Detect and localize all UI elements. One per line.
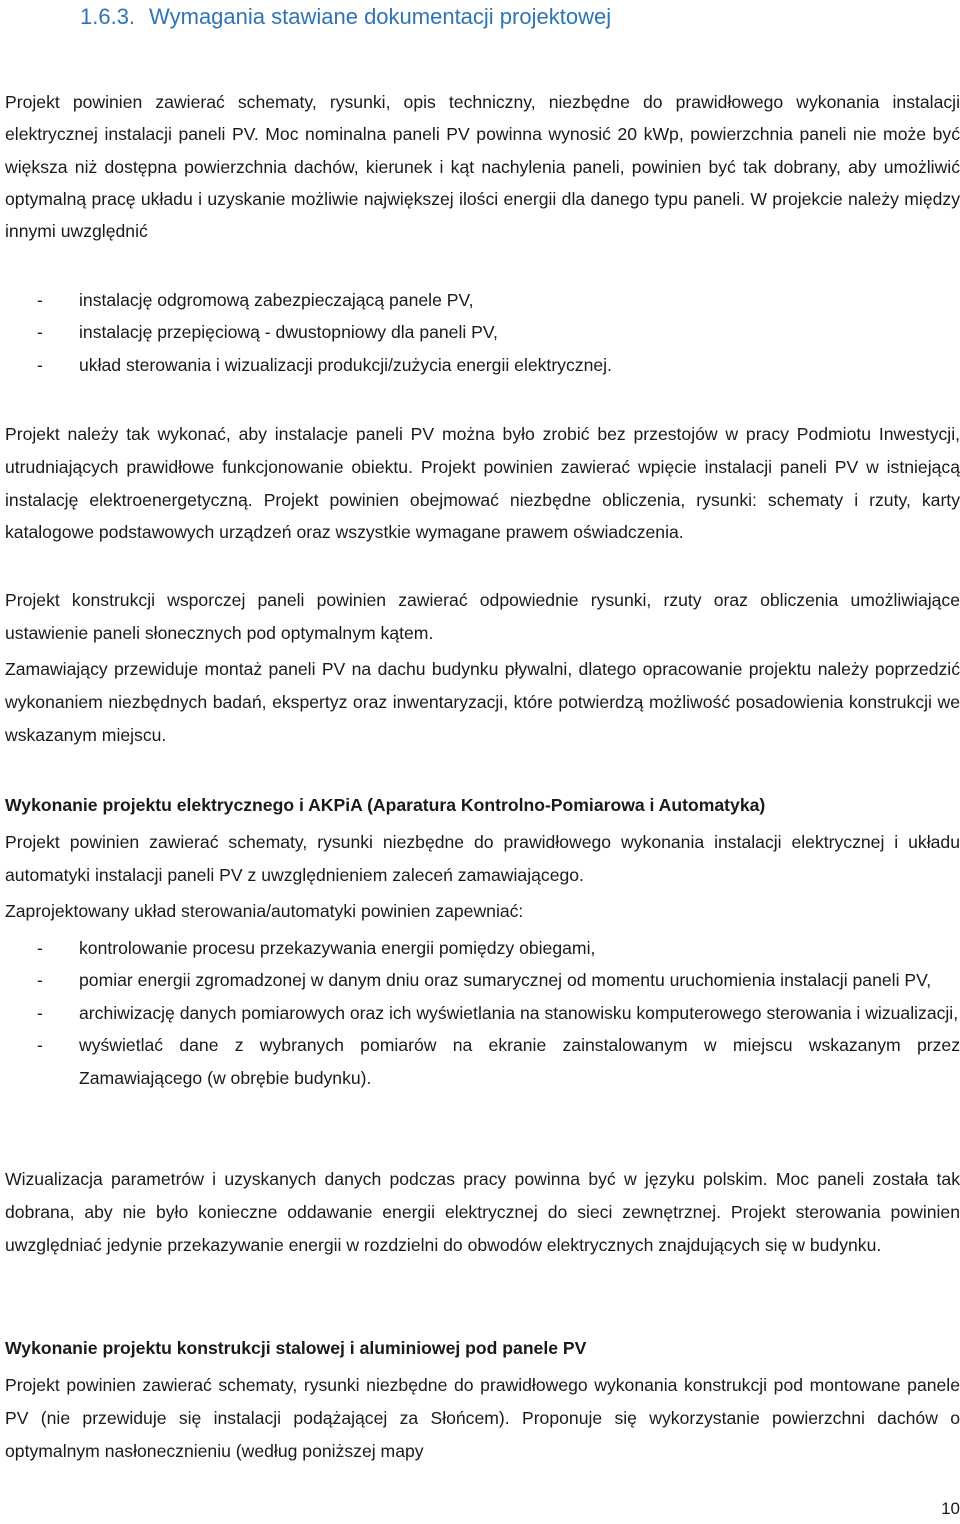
list-item: - układ sterowania i wizualizacji produkcji/zużycia energii elektrycznej. (5, 349, 960, 381)
dash-bullet: - (37, 970, 43, 991)
akpia-closing-paragraph: Wizualizacja parametrów i uzyskanych danych podczas pracy powinna być w języku polskim. Moc paneli została tak dobrana, aby nie było konieczne oddawanie energii elektrycznej do sieci zewnętrznej. Projekt sterowania powinien uwzględniać jedynie przekazywanie energii w rozdzielni do obwodów elektrycznych znajdujących się w budynku. (5, 1169, 960, 1255)
list-item: - wyświetlać dane z wybranych pomiarów na ekranie zainstalowanym w miejscu wskazanym przez Zamawiającego (w obrębie budynku). (5, 1029, 960, 1094)
section-heading (80, 4, 611, 30)
intro-list (5, 284, 960, 381)
paragraph-roof-survey: Zamawiający przewiduje montaż paneli PV na dachu budynku pływalni, dlatego opracowanie projektu należy poprzedzić wykonaniem niezbędnych badań, ekspertyz oraz inwentaryzacji, które potwierdzą możliwość posadowienia konstrukcji we wskazanym miejscu. (5, 659, 960, 745)
akpia-paragraph: Projekt powinien zawierać schematy, rysunki niezbędne do prawidłowego wykonania instalacji elektrycznej i układu automatyki instalacji paneli PV z uwzględnieniem zaleceń zamawiającego. (5, 832, 960, 885)
section-number: 1.6.3. (80, 4, 136, 29)
dash-bullet: - (37, 354, 43, 375)
akpia-list (5, 932, 960, 1094)
list-item: - kontrolowanie procesu przekazywania energii pomiędzy obiegami, (5, 932, 960, 964)
dash-bullet: - (37, 1002, 43, 1023)
list-item: - instalację odgromową zabezpieczającą panele PV, (5, 284, 960, 316)
akpia-lead: Zaprojektowany układ sterowania/automatyki powinien zapewniać: (5, 901, 524, 921)
page-number: 10 (941, 1499, 960, 1518)
intro-paragraph: Projekt powinien zawierać schematy, rysunki, opis techniczny, niezbędne do prawidłowego wykonania instalacji elektrycznej instalacji paneli PV. Moc nominalna paneli PV powinna wynosić 20 kWp, powierzchnia paneli nie może być większa niż dostępna powierzchnia dachów, kierunek i kąt nachylenia paneli, powinien być tak dobrany, aby umożliwić optymalną pracę układu i uzyskanie możliwie największej ilości energii dla danego typu paneli. W projekcie należy między innymi uwzględnić (5, 92, 960, 242)
paragraph-schedule: Projekt należy tak wykonać, aby instalacje paneli PV można było zrobić bez przestojów w pracy Podmiotu Inwestycji, utrudniających prawidłowe funkcjonowanie obiektu. Projekt powinien zawierać wpięcie instalacji paneli PV w istniejącą instalację elektroenergetyczną. Projekt powinien obejmować niezbędne obliczenia, rysunki: schematy i rzuty, karty katalogowe podstawowych urządzeń oraz wszystkie wymagane prawem oświadczenia. (5, 424, 960, 543)
dash-bullet: - (37, 290, 43, 310)
dash-bullet: - (37, 938, 43, 958)
steel-paragraph: Projekt powinien zawierać schematy, rysunki niezbędne do prawidłowego wykonania konstrukcji pod montowane panele PV (nie przewiduje się instalacji podążającej za Słońcem). Proponuje się wykorzystanie powierzchni dachów o optymalnym nasłonecznieniu (według poniższej mapy (5, 1375, 960, 1461)
list-item: - archiwizację danych pomiarowych oraz ich wyświetlania na stanowisku komputerowego sterowania i wizualizacji, (5, 997, 960, 1029)
dash-bullet: - (37, 322, 43, 343)
dash-bullet: - (37, 1035, 43, 1056)
section-title: Wymagania stawiane dokumentacji projektowej (149, 4, 612, 29)
list-item: - instalację przepięciową - dwustopniowy dla paneli PV, (5, 316, 960, 348)
steel-heading: Wykonanie projektu konstrukcji stalowej i aluminiowej pod panele PV (5, 1338, 587, 1358)
akpia-heading: Wykonanie projektu elektrycznego i AKPiA (Aparatura Kontrolno-Pomiarowa i Automatyka) (5, 795, 766, 815)
list-item: - pomiar energii zgromadzonej w danym dniu oraz sumarycznej od momentu uruchomienia instalacji paneli PV, (5, 964, 960, 996)
paragraph-support-structure: Projekt konstrukcji wsporczej paneli powinien zawierać odpowiednie rysunki, rzuty oraz obliczenia umożliwiające ustawienie paneli słonecznych pod optymalnym kątem. (5, 590, 960, 643)
